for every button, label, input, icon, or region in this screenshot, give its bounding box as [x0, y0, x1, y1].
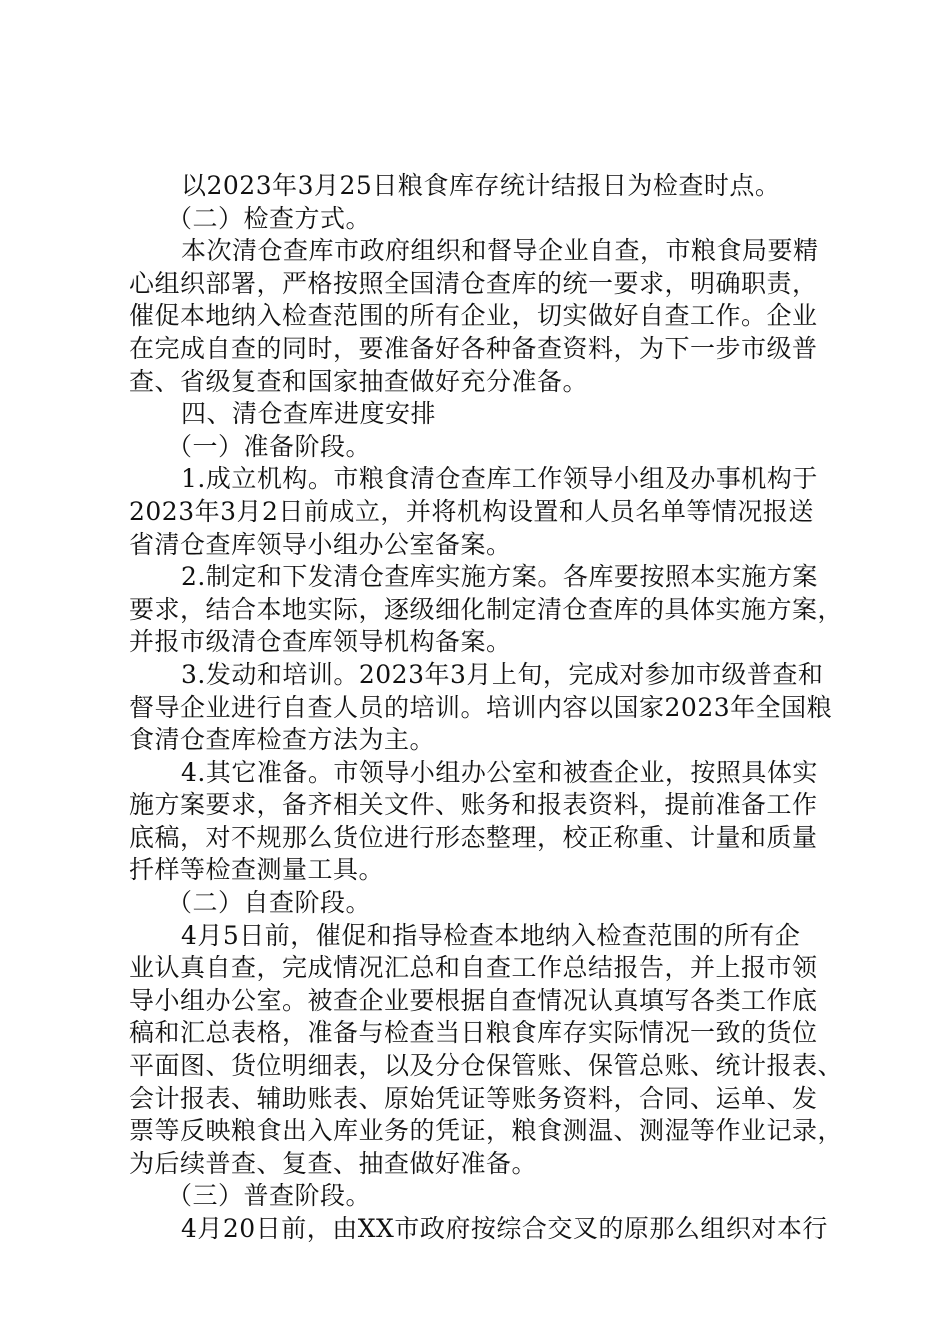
text-line: 4月5日前，催促和指导检查本地纳入检查范围的所有企	[181, 920, 801, 950]
text-line: 要求，结合本地实际，逐级细化制定清仓查库的具体实施方案，	[129, 594, 844, 624]
text-line: 1.成立机构。市粮食清仓查库工作领导小组及办事机构于	[181, 464, 818, 494]
text-line: 4.其它准备。市领导小组办公室和被查企业，按照具体实	[181, 757, 818, 787]
text-line: 2023年3月2日前成立，并将机构设置和人员名单等情况报送	[129, 496, 814, 526]
text-line: 3.发动和培训。2023年3月上旬，完成对参加市级普查和	[181, 659, 824, 689]
text-line: 四、清仓查库进度安排	[181, 399, 437, 429]
text-line: 督导企业进行自查人员的培训。培训内容以国家2023年全国粮	[129, 692, 833, 722]
text-line: 催促本地纳入检查范围的所有企业，切实做好自查工作。企业	[129, 301, 818, 331]
text-line: 查、省级复查和国家抽查做好充分准备。	[129, 366, 589, 396]
text-line: （二）检查方式。	[167, 203, 372, 233]
text-line: 以2023年3月25日粮食库存统计结报日为检查时点。	[181, 171, 781, 200]
text-line: 食清仓查库检查方法为主。	[129, 725, 436, 755]
text-line: 省清仓查库领导小组办公室备案。	[129, 529, 512, 559]
text-line: 票等反映粮食出入库业务的凭证，粮食测温、测湿等作业记录，	[129, 1116, 844, 1146]
text-line: 稿和汇总表格，准备与检查当日粮食库存实际情况一致的货位	[129, 1018, 818, 1048]
text-line: （二）自查阶段。	[167, 888, 372, 918]
text-line: 本次清仓查库市政府组织和督导企业自查，市粮食局要精	[181, 236, 819, 266]
text-line: 并报市级清仓查库领导机构备案。	[129, 627, 512, 657]
text-line: 业认真自查，完成情况汇总和自查工作总结报告，并上报市领	[129, 953, 818, 983]
text-line: 为后续普查、复查、抽查做好准备。	[129, 1148, 538, 1178]
text-line: （一）准备阶段。	[167, 431, 372, 461]
document-page	[129, 170, 844, 1246]
text-line: 会计报表、辅助账表、原始凭证等账务资料，合同、运单、发	[129, 1083, 818, 1113]
text-line: 4月20日前，由XX市政府按综合交叉的原那么组织对本行	[181, 1214, 828, 1243]
text-line: 在完成自查的同时，要准备好各种备查资料，为下一步市级普	[129, 333, 818, 363]
text-line: 心组织部署，严格按照全国清仓查库的统一要求，明确职责，	[129, 268, 818, 298]
text-line: （三）普查阶段。	[167, 1181, 372, 1211]
text-line: 底稿，对不规那么货位进行形态整理，校正称重、计量和质量	[129, 822, 818, 852]
text-line: 平面图、货位明细表，以及分仓保管账、保管总账、统计报表、	[129, 1051, 844, 1081]
text-line: 扦样等检查测量工具。	[129, 855, 385, 885]
text-line: 施方案要求，备齐相关文件、账务和报表资料，提前准备工作	[129, 790, 818, 820]
text-line: 2.制定和下发清仓查库实施方案。各库要按照本实施方案	[181, 562, 818, 592]
text-line: 导小组办公室。被查企业要根据自查情况认真填写各类工作底	[129, 985, 818, 1015]
